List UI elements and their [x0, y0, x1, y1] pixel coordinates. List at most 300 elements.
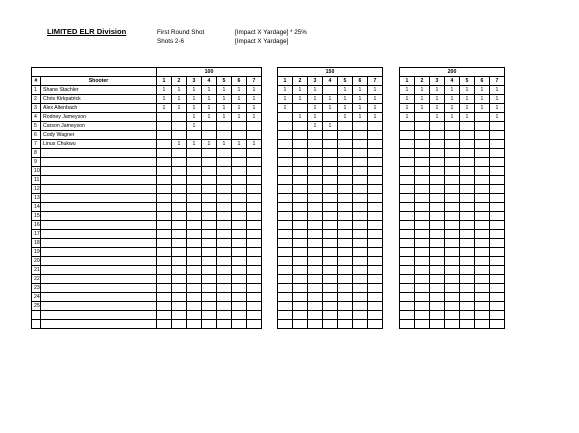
shot-number-header: 2: [172, 77, 187, 86]
hit-cell: 1: [475, 104, 490, 113]
hit-cell: [460, 275, 475, 284]
shooter-row: [32, 320, 505, 329]
header-blank-cell: [32, 68, 157, 77]
hit-cell: 1: [232, 104, 247, 113]
hit-cell: [172, 131, 187, 140]
hit-cell: [172, 284, 187, 293]
hit-cell: [293, 293, 308, 302]
hit-cell: [338, 257, 353, 266]
hit-cell: 1: [368, 113, 383, 122]
hit-cell: [353, 311, 368, 320]
hit-cell: [415, 122, 430, 131]
hit-cell: [323, 275, 338, 284]
hit-cell: [323, 176, 338, 185]
row-number: 19: [32, 248, 41, 257]
hit-cell: [353, 149, 368, 158]
hit-cell: [353, 176, 368, 185]
hit-cell: [400, 239, 415, 248]
hit-cell: [157, 167, 172, 176]
hit-cell: [475, 176, 490, 185]
hit-cell: 1: [293, 113, 308, 122]
hit-cell: [475, 302, 490, 311]
shot-number-header: 6: [475, 77, 490, 86]
hit-cell: [172, 203, 187, 212]
group-gap: [262, 275, 278, 284]
hit-cell: [353, 293, 368, 302]
hit-cell: [338, 284, 353, 293]
hit-cell: [368, 293, 383, 302]
hit-cell: [460, 221, 475, 230]
group-gap: [262, 104, 278, 113]
hit-cell: [338, 320, 353, 329]
hit-cell: [293, 185, 308, 194]
hit-cell: [172, 293, 187, 302]
hit-cell: [445, 284, 460, 293]
hit-cell: [247, 149, 262, 158]
hit-cell: 1: [353, 104, 368, 113]
group-gap: [383, 185, 400, 194]
hit-cell: [490, 131, 505, 140]
hit-cell: [202, 230, 217, 239]
shooter-row: [32, 293, 505, 302]
hit-cell: [202, 311, 217, 320]
hit-cell: [278, 266, 293, 275]
hit-cell: [293, 194, 308, 203]
hit-cell: [232, 320, 247, 329]
hit-cell: [247, 185, 262, 194]
distance-header-150: 150: [278, 68, 383, 77]
hit-cell: [430, 257, 445, 266]
hit-cell: [293, 203, 308, 212]
hit-cell: [368, 149, 383, 158]
group-gap: [383, 194, 400, 203]
hit-cell: [445, 239, 460, 248]
hit-cell: [353, 266, 368, 275]
hit-cell: [400, 293, 415, 302]
hit-cell: [400, 320, 415, 329]
hit-cell: [172, 257, 187, 266]
hit-cell: [217, 176, 232, 185]
group-gap: [262, 140, 278, 149]
hit-cell: 1: [368, 95, 383, 104]
hit-cell: [430, 239, 445, 248]
hit-cell: [445, 257, 460, 266]
hit-cell: [430, 131, 445, 140]
group-gap: [262, 131, 278, 140]
hit-cell: [490, 212, 505, 221]
hit-cell: [338, 221, 353, 230]
hit-cell: [157, 149, 172, 158]
hit-cell: 1: [247, 113, 262, 122]
group-gap: [262, 212, 278, 221]
hit-cell: [475, 239, 490, 248]
hit-cell: [293, 131, 308, 140]
group-gap: [262, 257, 278, 266]
hit-cell: [368, 194, 383, 203]
hit-cell: [323, 257, 338, 266]
hit-cell: [475, 140, 490, 149]
hit-cell: [415, 284, 430, 293]
division-title: LIMITED ELR Division: [47, 27, 127, 36]
hit-cell: [293, 239, 308, 248]
row-number: 16: [32, 221, 41, 230]
group-gap: [262, 302, 278, 311]
col-header-shooter: Shooter: [41, 77, 157, 86]
group-gap: [262, 311, 278, 320]
hit-cell: [247, 239, 262, 248]
group-gap: [383, 113, 400, 122]
group-gap: [262, 194, 278, 203]
hit-cell: [338, 176, 353, 185]
hit-cell: [308, 185, 323, 194]
hit-cell: [445, 176, 460, 185]
hit-cell: 1: [172, 86, 187, 95]
hit-cell: [490, 275, 505, 284]
shooter-row: [32, 203, 505, 212]
hit-cell: [400, 131, 415, 140]
hit-cell: [353, 275, 368, 284]
hit-cell: [353, 203, 368, 212]
hit-cell: [217, 203, 232, 212]
hit-cell: [232, 293, 247, 302]
hit-cell: [247, 275, 262, 284]
hit-cell: [202, 302, 217, 311]
hit-cell: [353, 167, 368, 176]
row-number: 4: [32, 113, 41, 122]
group-gap: [262, 149, 278, 158]
shot-number-header: 1: [278, 77, 293, 86]
hit-cell: [460, 140, 475, 149]
hit-cell: [308, 131, 323, 140]
hit-cell: [247, 122, 262, 131]
row-number: 5: [32, 122, 41, 131]
hit-cell: [293, 122, 308, 131]
hit-cell: 1: [247, 104, 262, 113]
hit-cell: [278, 167, 293, 176]
hit-cell: [368, 284, 383, 293]
hit-cell: [308, 167, 323, 176]
row-number: 6: [32, 131, 41, 140]
hit-cell: [445, 221, 460, 230]
hit-cell: [400, 230, 415, 239]
hit-cell: 1: [232, 140, 247, 149]
hit-cell: [293, 149, 308, 158]
shooter-name: [41, 176, 157, 185]
hit-cell: [217, 266, 232, 275]
hit-cell: [400, 302, 415, 311]
hit-cell: [430, 176, 445, 185]
hit-cell: [400, 248, 415, 257]
hit-cell: [247, 131, 262, 140]
hit-cell: 1: [247, 95, 262, 104]
hit-cell: [247, 176, 262, 185]
hit-cell: [353, 194, 368, 203]
hit-cell: [187, 158, 202, 167]
hit-cell: [338, 302, 353, 311]
shooter-row: [32, 104, 505, 113]
hit-cell: [445, 122, 460, 131]
hit-cell: [430, 311, 445, 320]
hit-cell: [232, 131, 247, 140]
hit-cell: [400, 194, 415, 203]
hit-cell: [217, 122, 232, 131]
hit-cell: [293, 230, 308, 239]
hit-cell: [217, 158, 232, 167]
hit-cell: [232, 158, 247, 167]
shooter-name: [41, 239, 157, 248]
row-number: 17: [32, 230, 41, 239]
hit-cell: [323, 140, 338, 149]
group-gap: [262, 239, 278, 248]
hit-cell: [187, 167, 202, 176]
hit-cell: 1: [353, 86, 368, 95]
shot-number-header: 7: [247, 77, 262, 86]
hit-cell: [217, 131, 232, 140]
hit-cell: [172, 149, 187, 158]
shooter-name: [41, 167, 157, 176]
shooter-name: [41, 257, 157, 266]
hit-cell: [187, 284, 202, 293]
group-gap: [383, 131, 400, 140]
hit-cell: [368, 248, 383, 257]
hit-cell: [490, 284, 505, 293]
group-gap: [383, 257, 400, 266]
hit-cell: [400, 122, 415, 131]
hit-cell: [353, 140, 368, 149]
hit-cell: [460, 158, 475, 167]
hit-cell: [247, 320, 262, 329]
hit-cell: [460, 203, 475, 212]
shooter-name: [41, 230, 157, 239]
hit-cell: 1: [308, 86, 323, 95]
shooter-name: Linus Chukwu: [41, 140, 157, 149]
hit-cell: 1: [338, 86, 353, 95]
hit-cell: [323, 158, 338, 167]
hit-cell: 1: [400, 95, 415, 104]
shooter-name: [41, 284, 157, 293]
hit-cell: [278, 113, 293, 122]
row-number: 25: [32, 302, 41, 311]
hit-cell: [353, 221, 368, 230]
row-number: [32, 320, 41, 329]
hit-cell: [368, 140, 383, 149]
hit-cell: [217, 293, 232, 302]
hit-cell: [490, 311, 505, 320]
hit-cell: 1: [323, 122, 338, 131]
hit-cell: [460, 131, 475, 140]
hit-cell: [217, 194, 232, 203]
hit-cell: [475, 284, 490, 293]
hit-cell: [490, 176, 505, 185]
hit-cell: [430, 149, 445, 158]
shooter-row: [32, 185, 505, 194]
hit-cell: [278, 194, 293, 203]
group-gap: [383, 266, 400, 275]
hit-cell: [278, 230, 293, 239]
group-gap: [383, 284, 400, 293]
hit-cell: [157, 230, 172, 239]
row-number: 7: [32, 140, 41, 149]
hit-cell: [353, 230, 368, 239]
shot-number-header: 2: [293, 77, 308, 86]
hit-cell: [323, 248, 338, 257]
hit-cell: 1: [247, 140, 262, 149]
shot-number-header: 4: [323, 77, 338, 86]
hit-cell: [338, 248, 353, 257]
hit-cell: [217, 257, 232, 266]
hit-cell: [415, 131, 430, 140]
hit-cell: [202, 320, 217, 329]
hit-cell: [338, 185, 353, 194]
hit-cell: [415, 257, 430, 266]
hit-cell: [415, 194, 430, 203]
shot-number-header: 4: [202, 77, 217, 86]
hit-cell: [445, 185, 460, 194]
distance-header-100: 100: [157, 68, 262, 77]
hit-cell: [400, 185, 415, 194]
group-gap: [262, 77, 278, 86]
hit-cell: [445, 275, 460, 284]
hit-cell: [445, 311, 460, 320]
shooter-name: Alex Altenbach: [41, 104, 157, 113]
hit-cell: [338, 140, 353, 149]
hit-cell: [232, 239, 247, 248]
hit-cell: [278, 131, 293, 140]
shooter-row: [32, 257, 505, 266]
hit-cell: [353, 284, 368, 293]
hit-cell: [338, 194, 353, 203]
group-gap: [383, 104, 400, 113]
shooter-row: [32, 95, 505, 104]
hit-cell: [490, 302, 505, 311]
hit-cell: 1: [157, 95, 172, 104]
hit-cell: [217, 302, 232, 311]
hit-cell: [400, 140, 415, 149]
hit-cell: [157, 194, 172, 203]
hit-cell: [415, 149, 430, 158]
hit-cell: [338, 203, 353, 212]
hit-cell: [323, 284, 338, 293]
group-gap: [383, 122, 400, 131]
hit-cell: [353, 122, 368, 131]
hit-cell: 1: [172, 95, 187, 104]
shot-number-header: 5: [460, 77, 475, 86]
row-number: 8: [32, 149, 41, 158]
hit-cell: [293, 275, 308, 284]
hit-cell: [157, 239, 172, 248]
hit-cell: 1: [247, 86, 262, 95]
scoring-note-2-label: Shots 2-6: [157, 38, 184, 45]
hit-cell: [247, 212, 262, 221]
group-gap: [383, 248, 400, 257]
hit-cell: [278, 203, 293, 212]
hit-cell: [232, 311, 247, 320]
hit-cell: [293, 320, 308, 329]
hit-cell: [157, 158, 172, 167]
row-number: 18: [32, 239, 41, 248]
hit-cell: [278, 257, 293, 266]
hit-cell: 1: [323, 104, 338, 113]
hit-cell: [217, 320, 232, 329]
hit-cell: [460, 194, 475, 203]
hit-cell: [187, 266, 202, 275]
hit-cell: [172, 122, 187, 131]
hit-cell: [202, 275, 217, 284]
hit-cell: [308, 302, 323, 311]
hit-cell: [278, 302, 293, 311]
hit-cell: [490, 293, 505, 302]
group-gap: [383, 140, 400, 149]
shooter-name: Carson Jameyson: [41, 122, 157, 131]
hit-cell: [293, 104, 308, 113]
hit-cell: 1: [187, 113, 202, 122]
row-number: 11: [32, 176, 41, 185]
shooter-name: [41, 185, 157, 194]
hit-cell: [308, 194, 323, 203]
hit-cell: [278, 122, 293, 131]
hit-cell: [323, 293, 338, 302]
hit-cell: [460, 320, 475, 329]
hit-cell: 1: [293, 86, 308, 95]
hit-cell: [445, 293, 460, 302]
hit-cell: [157, 257, 172, 266]
hit-cell: [415, 248, 430, 257]
shooter-row: [32, 194, 505, 203]
hit-cell: [308, 239, 323, 248]
hit-cell: 1: [460, 95, 475, 104]
hit-cell: 1: [202, 113, 217, 122]
hit-cell: [490, 140, 505, 149]
hit-cell: [323, 131, 338, 140]
hit-cell: [475, 293, 490, 302]
hit-cell: [293, 248, 308, 257]
distance-header-row: [32, 68, 505, 77]
row-number: 24: [32, 293, 41, 302]
hit-cell: 1: [308, 113, 323, 122]
hit-cell: 1: [187, 95, 202, 104]
hit-cell: [445, 158, 460, 167]
distance-header-200: 200: [400, 68, 505, 77]
hit-cell: [338, 239, 353, 248]
hit-cell: [415, 302, 430, 311]
group-gap: [383, 176, 400, 185]
shooter-row: [32, 131, 505, 140]
hit-cell: [308, 176, 323, 185]
hit-cell: [415, 275, 430, 284]
hit-cell: [278, 158, 293, 167]
hit-cell: 1: [338, 104, 353, 113]
group-gap: [262, 293, 278, 302]
hit-cell: [232, 230, 247, 239]
hit-cell: [430, 284, 445, 293]
row-number: 3: [32, 104, 41, 113]
hit-cell: [400, 221, 415, 230]
hit-cell: [415, 203, 430, 212]
hit-cell: [247, 266, 262, 275]
hit-cell: [202, 293, 217, 302]
hit-cell: [232, 194, 247, 203]
hit-cell: 1: [400, 104, 415, 113]
hit-cell: 1: [217, 140, 232, 149]
hit-cell: 1: [187, 140, 202, 149]
hit-cell: [490, 167, 505, 176]
row-number: 23: [32, 284, 41, 293]
hit-cell: [415, 221, 430, 230]
shot-number-header: 6: [232, 77, 247, 86]
hit-cell: 1: [157, 104, 172, 113]
hit-cell: [415, 239, 430, 248]
hit-cell: [475, 131, 490, 140]
